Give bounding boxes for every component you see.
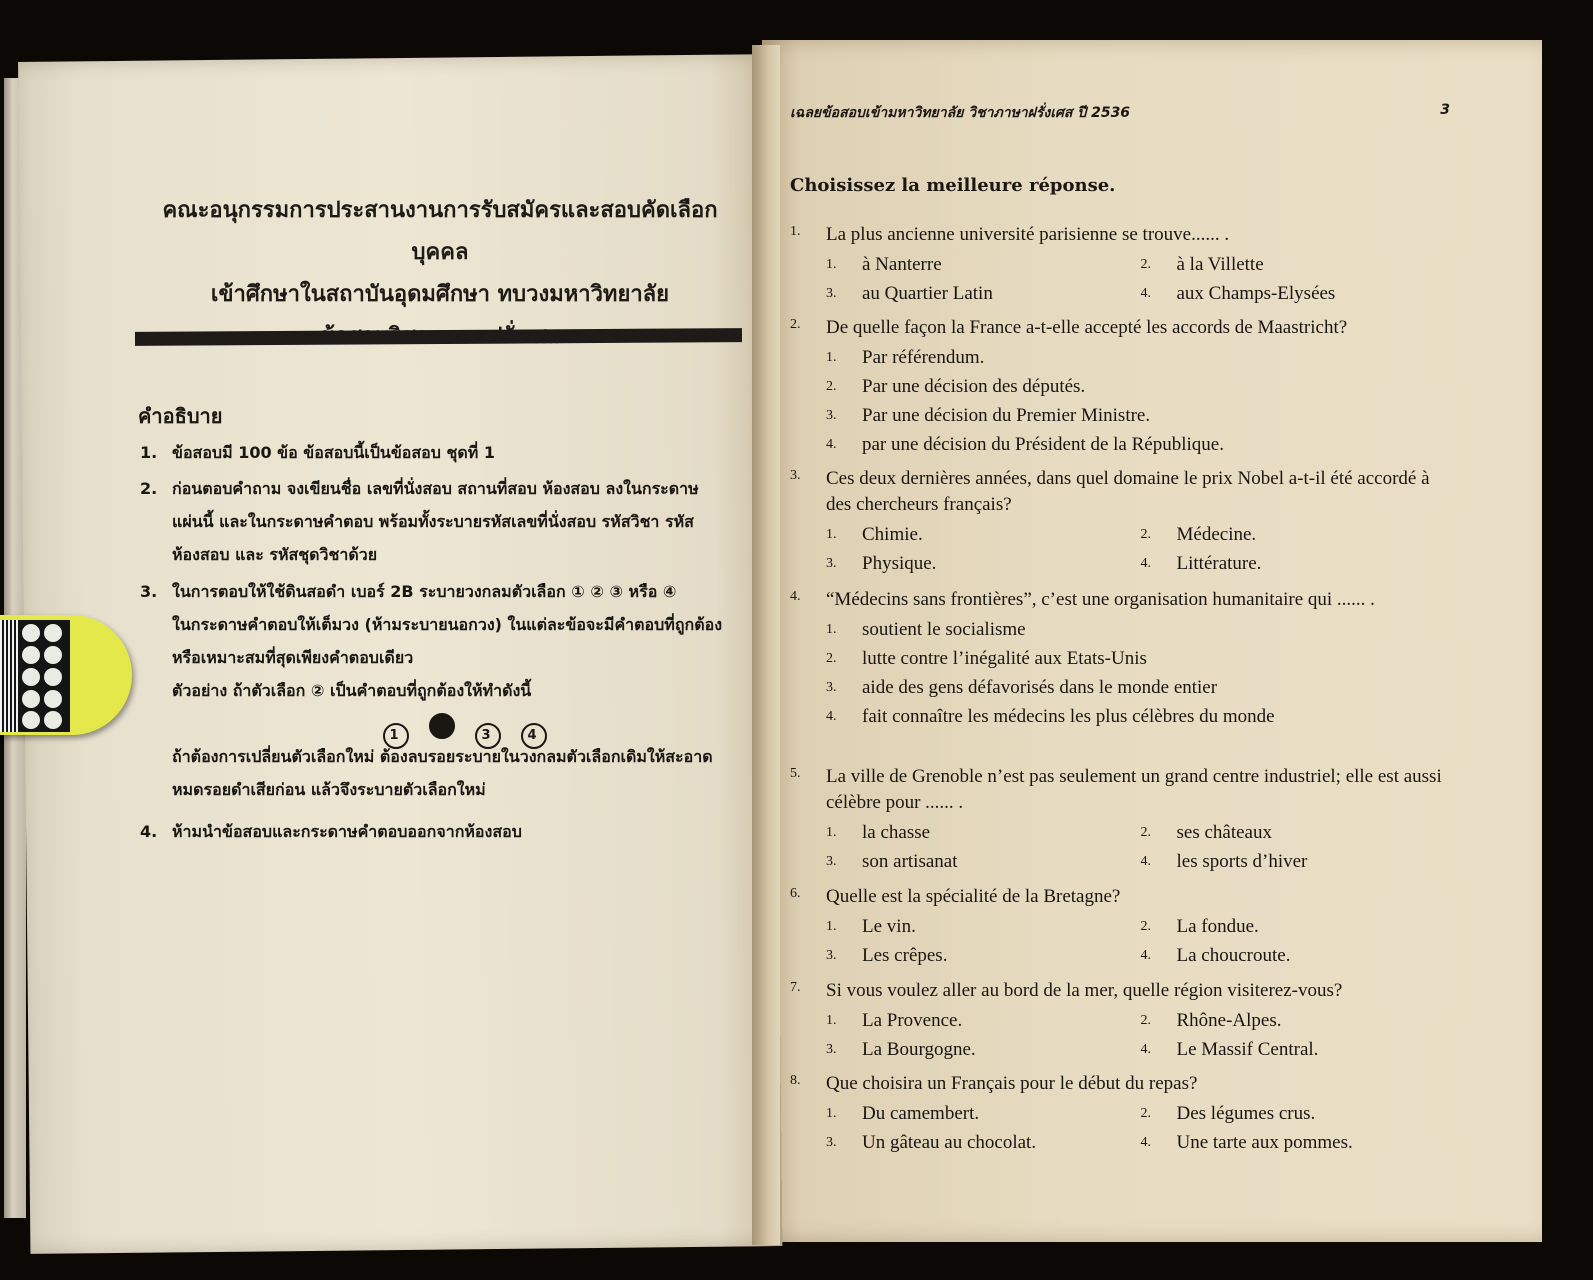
instruction-number: 1. <box>140 443 158 462</box>
question <box>790 978 1455 1064</box>
option-number: 2. <box>826 651 837 666</box>
option-text: Physique. <box>862 553 937 574</box>
answer-options <box>826 520 1455 578</box>
option-row <box>826 250 1455 279</box>
option-row <box>826 1035 1455 1064</box>
option-text: Par une décision des députés. <box>862 376 1086 397</box>
answer-options <box>826 615 1455 731</box>
answer-option <box>1141 250 1456 279</box>
option-number: 2. <box>826 379 837 394</box>
answer-option <box>1141 1099 1456 1128</box>
option-text: ses châteaux <box>1176 822 1272 843</box>
question-text: La ville de Grenoble n’est pas seulement un grand centre industriel; elle est aussi célèbre pour ...... . <box>826 766 1442 813</box>
option-number: 1. <box>826 919 837 934</box>
committee-line: คณะอนุกรรมการประสานงานการรับสมัครและสอบคัดเลือกบุคคล <box>162 198 718 265</box>
option-number: 2. <box>1140 527 1151 542</box>
option-text: Médecine. <box>1176 524 1257 545</box>
option-text: aide des gens défavorisés dans le monde entier <box>862 677 1218 698</box>
option-number: 1. <box>826 527 837 542</box>
option-number: 2. <box>1140 1013 1151 1028</box>
answer-bubble: 4 <box>521 723 547 749</box>
answer-option <box>826 818 1141 847</box>
question-number: 7. <box>790 980 801 995</box>
question-text: Si vous voulez aller au bord de la mer, quelle région visiterez-vous? <box>826 980 1343 1001</box>
option-row <box>826 818 1455 847</box>
option-text: Une tarte aux pommes. <box>1176 1132 1353 1153</box>
option-text: Par une décision du Premier Ministre. <box>862 405 1151 426</box>
answer-option <box>1141 847 1456 876</box>
question <box>790 1071 1455 1157</box>
option-text: Les crêpes. <box>862 945 948 966</box>
question <box>790 466 1455 578</box>
question-text: Que choisira un Français pour le début du repas? <box>826 1073 1198 1094</box>
option-row <box>826 1099 1455 1128</box>
answer-option <box>1141 549 1456 578</box>
instruction-line: ห้องสอบ และ รหัสชุดวิชาด้วย <box>172 545 378 564</box>
option-number: 3. <box>826 854 837 869</box>
answer-option <box>1141 1128 1456 1157</box>
clip-barcode-stripes <box>0 620 18 732</box>
answer-bubble-filled <box>429 713 455 739</box>
option-text: les sports d’hiver <box>1176 851 1308 872</box>
option-text: La Provence. <box>862 1010 963 1031</box>
option-text: Par référendum. <box>862 347 985 368</box>
option-text: la chasse <box>862 822 931 843</box>
question-number: 4. <box>790 589 801 604</box>
clip-dot <box>22 624 40 642</box>
option-row <box>826 941 1455 970</box>
answer-option <box>1141 520 1456 549</box>
question-number: 3. <box>790 468 801 483</box>
book-gutter <box>752 45 780 1245</box>
question-number: 1. <box>790 224 801 239</box>
option-row <box>826 847 1455 876</box>
instruction-item <box>140 472 745 571</box>
option-text: La choucroute. <box>1176 945 1291 966</box>
answer-options <box>826 343 1455 459</box>
answer-option <box>826 1099 1141 1128</box>
option-number: 2. <box>1140 257 1151 272</box>
answer-option <box>826 673 1455 702</box>
clip-dot <box>44 668 62 686</box>
instructions-title: คำอธิบาย <box>138 404 223 428</box>
option-number: 3. <box>826 1135 837 1150</box>
clip-dot <box>22 646 40 664</box>
answer-option <box>826 644 1455 673</box>
clip-dot <box>22 711 40 729</box>
option-number: 1. <box>826 1106 837 1121</box>
instruction-item <box>140 740 745 806</box>
option-number: 3. <box>826 948 837 963</box>
question <box>790 884 1455 970</box>
option-row <box>826 279 1455 308</box>
question-instruction: Choisissez la meilleure réponse. <box>790 175 1116 196</box>
option-text: Du camembert. <box>862 1103 980 1124</box>
option-text: à Nanterre <box>862 254 942 275</box>
answer-option <box>1141 941 1456 970</box>
answer-option <box>826 279 1141 308</box>
instruction-number: 3. <box>140 582 158 601</box>
option-text: à la Villette <box>1176 254 1264 275</box>
option-number: 1. <box>826 350 837 365</box>
option-number: 3. <box>826 408 837 423</box>
clip-dot <box>44 624 62 642</box>
answer-options <box>826 250 1455 308</box>
option-number: 2. <box>1140 1106 1151 1121</box>
option-number: 4. <box>1140 1135 1151 1150</box>
question-text: Quelle est la spécialité de la Bretagne? <box>826 886 1121 907</box>
option-number: 1. <box>826 1013 837 1028</box>
instruction-item <box>140 575 745 707</box>
instruction-line: ในกระดาษคำตอบให้เต็มวง (ห้ามระบายนอกวง) ในแต่ละข้อจะมีคำตอบที่ถูกต้อง <box>172 615 723 634</box>
option-text: Des légumes crus. <box>1176 1103 1316 1124</box>
question-number: 6. <box>790 886 801 901</box>
instruction-line: ห้ามนำข้อสอบและกระดาษคำตอบออกจากห้องสอบ <box>172 822 522 841</box>
option-row <box>826 1006 1455 1035</box>
option-number: 3. <box>826 286 837 301</box>
clip-dot <box>44 690 62 708</box>
option-number: 4. <box>1140 286 1151 301</box>
committee-line: เข้าศึกษาในสถาบันอุดมศึกษา ทบวงมหาวิทยาลัย <box>210 282 670 307</box>
answer-option <box>826 343 1455 372</box>
option-row <box>826 1128 1455 1157</box>
answer-option <box>1141 1035 1456 1064</box>
instruction-line: แผ่นนี้ และในกระดาษคำตอบ พร้อมทั้งระบายรหัสเลขที่นั่งสอบ รหัสวิชา รหัส <box>172 512 694 531</box>
option-text: fait connaître les médecins les plus célèbres du monde <box>862 706 1275 727</box>
answer-option <box>826 430 1455 459</box>
option-number: 4. <box>1140 854 1151 869</box>
answer-option <box>826 1006 1141 1035</box>
option-number: 1. <box>826 257 837 272</box>
option-text: au Quartier Latin <box>862 283 993 304</box>
answer-bubble: 1 <box>383 723 409 749</box>
instruction-item <box>140 815 745 848</box>
instruction-number: 2. <box>140 479 158 498</box>
question <box>790 764 1455 876</box>
answer-option <box>826 615 1455 644</box>
option-number: 4. <box>1140 556 1151 571</box>
answer-option <box>826 1128 1141 1157</box>
instruction-item <box>140 436 745 469</box>
option-text: Le Massif Central. <box>1176 1039 1319 1060</box>
option-text: soutient le socialisme <box>862 619 1026 640</box>
option-text: La Bourgogne. <box>862 1039 976 1060</box>
answer-options <box>826 1006 1455 1064</box>
answer-options <box>826 1099 1455 1157</box>
instruction-line: ตัวอย่าง ถ้าตัวเลือก ② เป็นคำตอบที่ถูกต้องให้ทำดังนี้ <box>172 681 532 700</box>
option-text: Le vin. <box>862 916 916 937</box>
answer-option <box>826 941 1141 970</box>
option-text: La fondue. <box>1176 916 1259 937</box>
option-number: 3. <box>826 556 837 571</box>
option-text: aux Champs-Elysées <box>1176 283 1336 304</box>
option-number: 1. <box>826 825 837 840</box>
option-row <box>826 520 1455 549</box>
instruction-line: ข้อสอบมี 100 ข้อ ข้อสอบนี้เป็นข้อสอบ ชุดที่ 1 <box>172 443 496 462</box>
option-number: 4. <box>826 437 837 452</box>
answer-option <box>1141 279 1456 308</box>
answer-option <box>826 847 1141 876</box>
answer-bubble: 3 <box>475 723 501 749</box>
page-number: 3 <box>1440 102 1450 118</box>
option-text: lutte contre l’inégalité aux Etats-Unis <box>862 648 1147 669</box>
answer-option <box>826 372 1455 401</box>
instruction-line: ในการตอบให้ใช้ดินสอดำ เบอร์ 2B ระบายวงกลมตัวเลือก ① ② ③ หรือ ④ <box>172 582 677 601</box>
instruction-line: ถ้าต้องการเปลี่ยนตัวเลือกใหม่ ต้องลบรอยระบายในวงกลมตัวเลือกเดิมให้สะอาด <box>172 747 713 766</box>
answer-option <box>826 912 1141 941</box>
answer-options <box>826 912 1455 970</box>
option-text: Un gâteau au chocolat. <box>862 1132 1037 1153</box>
option-text: son artisanat <box>862 851 958 872</box>
question-text: De quelle façon la France a-t-elle accepté les accords de Maastricht? <box>826 317 1348 338</box>
answer-option <box>826 401 1455 430</box>
option-number: 3. <box>826 1042 837 1057</box>
question-text: Ces deux dernières années, dans quel domaine le prix Nobel a-t-il été accordé à des chercheurs français? <box>826 468 1430 515</box>
option-text: Rhône-Alpes. <box>1176 1010 1282 1031</box>
question-number: 2. <box>790 317 801 332</box>
answer-option <box>826 1035 1141 1064</box>
question <box>790 222 1455 308</box>
option-text: Chimie. <box>862 524 923 545</box>
instruction-number: 4. <box>140 822 158 841</box>
clip-dot <box>22 668 40 686</box>
answer-option <box>826 702 1455 731</box>
option-number: 1. <box>826 622 837 637</box>
option-number: 4. <box>1140 948 1151 963</box>
option-number: 2. <box>1140 825 1151 840</box>
option-number: 3. <box>826 680 837 695</box>
answer-option <box>1141 1006 1456 1035</box>
question-text: “Médecins sans frontières”, c’est une organisation humanitaire qui ...... . <box>826 589 1375 610</box>
answer-option <box>826 250 1141 279</box>
instruction-line: ก่อนตอบคำถาม จงเขียนชื่อ เลขที่นั่งสอบ สถานที่สอบ ห้องสอบ ลงในกระดาษ <box>172 479 699 498</box>
instruction-line: หรือเหมาะสมที่สุดเพียงคำตอบเดียว <box>172 648 414 667</box>
clip-dot <box>44 711 62 729</box>
instruction-line: หมดรอยดำเสียก่อน แล้วจึงระบายตัวเลือกใหม่ <box>172 780 486 799</box>
answer-option <box>826 549 1141 578</box>
option-number: 4. <box>1140 1042 1151 1057</box>
answer-option <box>1141 818 1456 847</box>
clip-dot <box>22 690 40 708</box>
question <box>790 587 1455 731</box>
running-header <box>790 102 1450 126</box>
answer-options <box>826 818 1455 876</box>
question <box>790 315 1455 459</box>
clip-dot <box>44 646 62 664</box>
option-text: Littérature. <box>1176 553 1262 574</box>
option-row <box>826 912 1455 941</box>
option-number: 4. <box>826 709 837 724</box>
question-number: 5. <box>790 766 801 781</box>
question-text: La plus ancienne université parisienne se trouve...... . <box>826 224 1230 245</box>
answer-option <box>826 520 1141 549</box>
option-row <box>826 549 1455 578</box>
header-title: เฉลยข้อสอบเข้ามหาวิทยาลัย วิชาภาษาฝรั่งเศส ปี 2536 <box>790 105 1131 121</box>
question-number: 8. <box>790 1073 801 1088</box>
answer-option <box>1141 912 1456 941</box>
option-text: par une décision du Président de la République. <box>862 434 1224 455</box>
option-number: 2. <box>1140 919 1151 934</box>
